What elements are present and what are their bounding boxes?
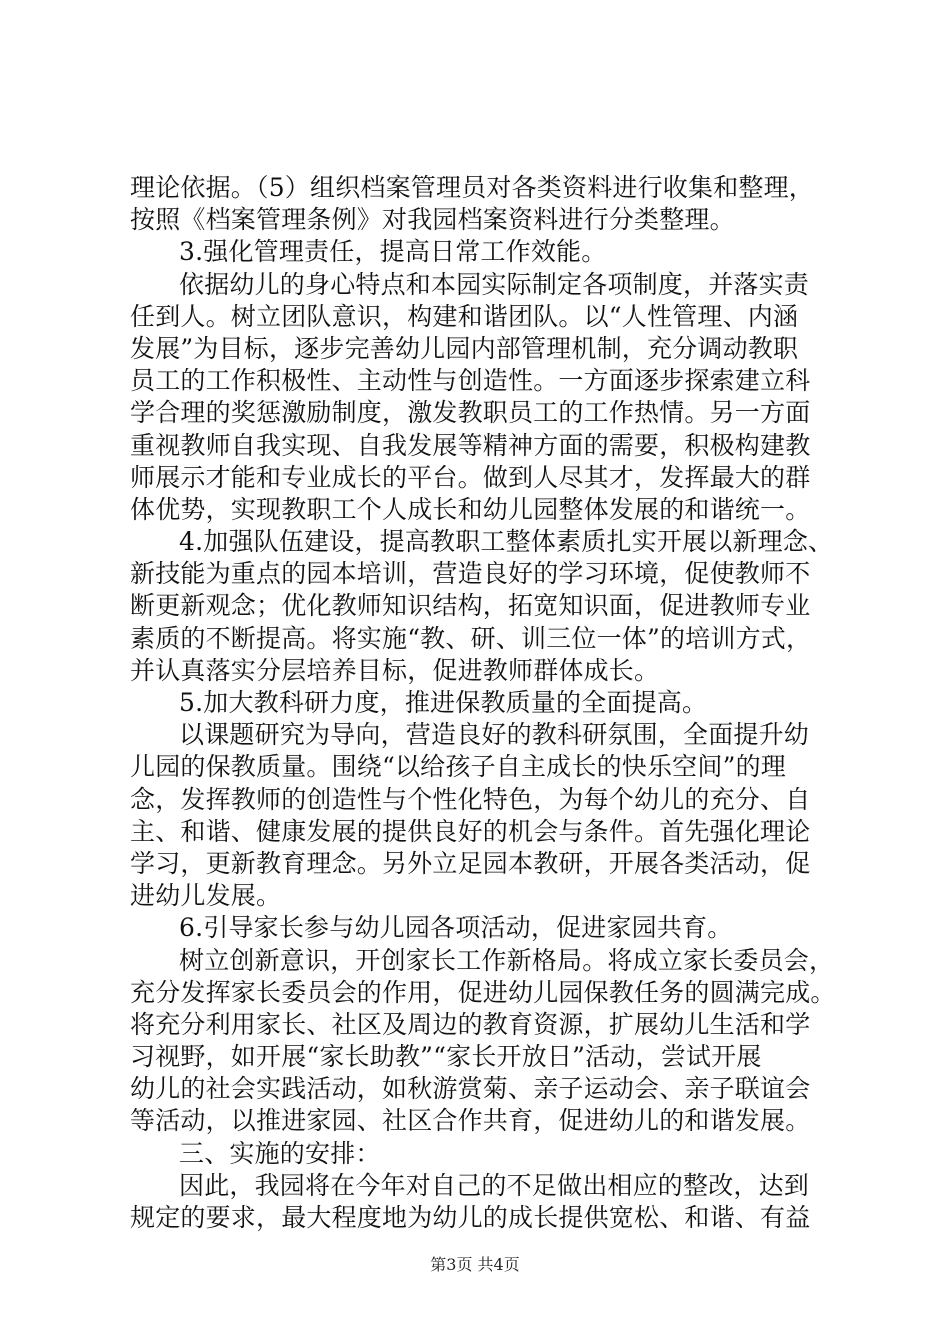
text-line: 师展示才能和专业成长的平台。做到人尽其才，发挥最大的群: [130, 462, 811, 492]
text-line: 重视教师自我实现、自我发展等精神方面的需要，积极构建教: [130, 430, 811, 460]
page-footer: 第3页 共4页: [430, 1255, 520, 1274]
paragraph-first-line: 三、实施的安排：: [179, 1138, 381, 1168]
text-line: 员工的工作积极性、主动性与创造性。一方面逐步探索建立科: [130, 366, 811, 396]
text-line: 学合理的奖惩激励制度，激发教职员工的工作热情。另一方面: [130, 398, 811, 428]
paragraph-first-line: 6.引导家长参与幼儿园各项活动，促进家园共育。: [179, 913, 733, 943]
paragraph-first-line: 3.强化管理责任，提高日常工作效能。: [179, 237, 607, 267]
text-line: 按照《档案管理条例》对我园档案资料进行分类整理。: [130, 205, 735, 235]
text-line: 将充分利用家长、社区及周边的教育资源，扩展幼儿生活和学: [130, 1009, 811, 1039]
paragraph-first-line: 依据幼儿的身心特点和本园实际制定各项制度，并落实责: [179, 269, 810, 299]
text-line: 儿园的保教质量。围绕“以给孩子自主成长的快乐空间”的理: [130, 752, 786, 782]
document-body: [130, 172, 836, 1234]
text-line: 进幼儿发展。: [130, 881, 282, 911]
paragraph-first-line: 因此，我园将在今年对自己的不足做出相应的整改，达到: [179, 1170, 810, 1200]
text-line: 理论依据。（5）组织档案管理员对各类资料进行收集和整理，: [130, 173, 815, 202]
text-line: 规定的要求，最大程度地为幼儿的成长提供宽松、和谐、有益: [130, 1203, 811, 1232]
text-line: 主、和谐、健康发展的提供良好的机会与条件。首先强化理论: [130, 816, 811, 846]
text-line: 并认真落实分层培养目标，促进教师群体成长。: [130, 655, 660, 685]
text-line: 念，发挥教师的创造性与个性化特色，为每个幼儿的充分、自: [130, 784, 811, 814]
text-line: 充分发挥家长委员会的作用，促进幼儿园保教任务的圆满完成。: [130, 977, 836, 1007]
paragraph-first-line: 4.加强队伍建设，提高教职工整体素质扎实开展以新理念、: [179, 527, 834, 557]
text-line: 等活动，以推进家园、社区合作共育，促进幼儿的和谐发展。: [130, 1106, 811, 1136]
paragraph-first-line: 5.加大教科研力度，推进保教质量的全面提高。: [179, 688, 708, 717]
text-line: 幼儿的社会实践活动，如秋游赏菊、亲子运动会、亲子联谊会: [130, 1074, 811, 1104]
text-line: 学习，更新教育理念。另外立足园本教研，开展各类活动，促: [130, 848, 811, 878]
paragraph-first-line: 以课题研究为导向，营造良好的教科研氛围，全面提升幼: [179, 720, 810, 750]
text-line: 素质的不断提高。将实施“教、研、训三位一体”的培训方式，: [130, 623, 812, 653]
text-line: 新技能为重点的园本培训，营造良好的学习环境，促使教师不: [130, 559, 811, 589]
paragraph-first-line: 树立创新意识，开创家长工作新格局。将成立家长委员会，: [179, 945, 835, 975]
text-line: 发展”为目标，逐步完善幼儿园内部管理机制，充分调动教职: [130, 333, 799, 363]
text-line: 习视野，如开展“家长助教”“家长开放日”活动，尝试开展: [130, 1042, 762, 1072]
text-line: 体优势，实现教职工个人成长和幼儿园整体发展的和谐统一。: [130, 494, 811, 524]
text-line: 任到人。树立团队意识，构建和谐团队。以“人性管理、内涵: [130, 301, 799, 331]
text-line: 断更新观念；优化教师知识结构，拓宽知识面，促进教师专业: [130, 591, 811, 621]
